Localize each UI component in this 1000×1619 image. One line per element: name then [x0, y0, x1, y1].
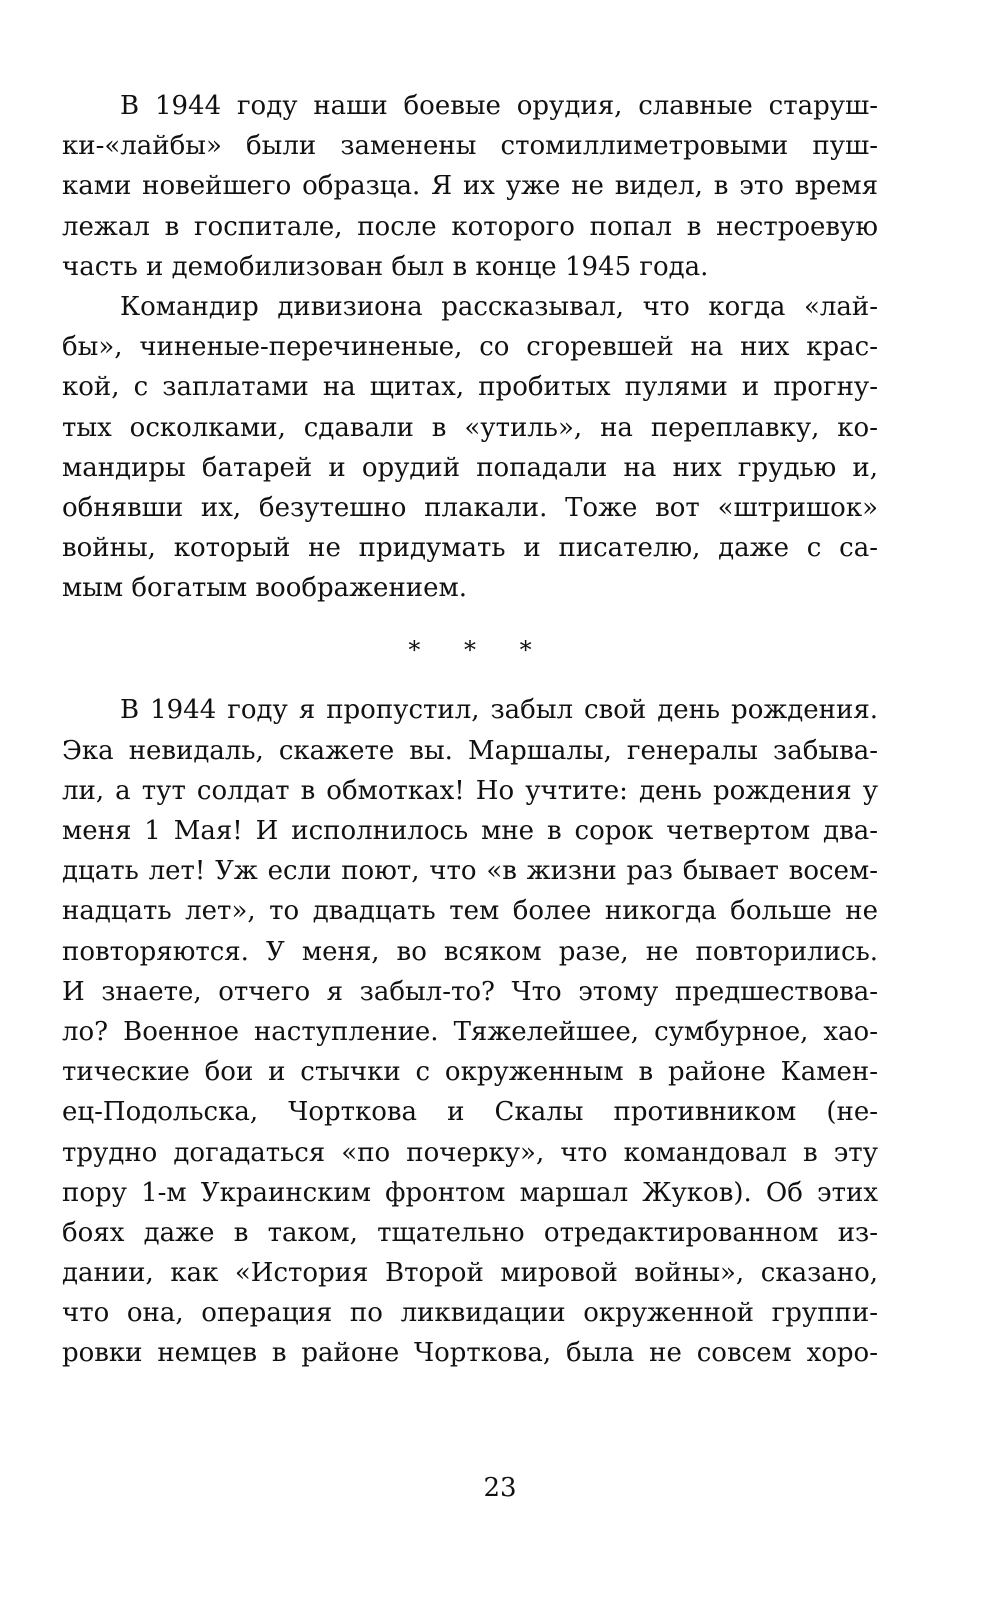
text-line: бы», чиненые-перечиненые, со сгоревшей на них крас-: [62, 332, 878, 363]
text-line: мым богатым воображением.: [62, 573, 467, 604]
text-line: ец-Подольска, Чорткова и Скалы противником (не-: [62, 1097, 878, 1128]
text-line: лежал в госпитале, после которого попал в нестроевую: [62, 211, 878, 242]
text-line: ло? Военное наступление. Тяжелейшее, сумбурное, хао-: [62, 1016, 878, 1047]
page-number: 23: [483, 1473, 517, 1503]
text-line: часть и демобилизован был в конце 1945 года.: [62, 251, 709, 282]
text-line: В 1944 году наши боевые орудия, славные старуш-: [120, 91, 878, 121]
text-line: мандиры батарей и орудий попадали на них грудью и,: [62, 452, 878, 483]
text-line: меня 1 Мая! И исполнилось мне в сорок четвертом два-: [62, 816, 878, 846]
page-body: [62, 86, 878, 1374]
text-line: войны, который не придумать и писателю, даже с са-: [62, 533, 878, 564]
text-line: ки-«лайбы» были заменены стомиллиметровыми пуш-: [62, 131, 878, 162]
text-line: боях даже в таком, тщательно отредактированном из-: [62, 1217, 878, 1248]
text-line: Командир дивизиона рассказывал, что когда «лай-: [120, 291, 878, 322]
text-line: что она, операция по ликвидации окруженной группи-: [62, 1298, 878, 1329]
text-line: повторяются. У меня, во всяком разе, не повторились.: [62, 936, 878, 967]
text-line: дцать лет! Уж если поют, что «в жизни раз бывает восем-: [62, 856, 878, 887]
text-line: тические бои и стычки с окруженным в районе Камен-: [62, 1057, 878, 1088]
text-line: дании, как «История Второй мировой войны», сказано,: [62, 1258, 878, 1289]
text-line: ровки немцев в районе Чорткова, была не совсем хоро-: [62, 1338, 878, 1369]
text-line: трудно догадаться «по почерку», что командовал в эту: [62, 1137, 878, 1168]
paragraph-3: [62, 690, 878, 1373]
text-line: пору 1-м Украинским фронтом маршал Жуков). Об этих: [62, 1177, 878, 1208]
text-line: ли, а тут солдат в обмотках! Но учтите: день рождения у: [62, 775, 878, 806]
text-line: кой, с заплатами на щитах, пробитых пулями и прогну-: [62, 372, 878, 403]
text-line: тых осколками, сдавали в «утиль», на переплавку, ко-: [62, 412, 878, 443]
section-separator: * * *: [408, 636, 550, 665]
text-line: Эка невидаль, скажете вы. Маршалы, генералы забыва-: [62, 735, 878, 766]
text-line: надцать лет», то двадцать тем более никогда больше не: [62, 896, 878, 927]
text-line: В 1944 году я пропустил, забыл свой день рождения.: [120, 695, 878, 726]
paragraph-2: [62, 287, 878, 609]
text-line: обнявши их, безутешно плакали. Тоже вот «штришок»: [62, 492, 878, 523]
text-line: ками новейшего образца. Я их уже не видел, в это время: [62, 171, 878, 202]
paragraph-1: [62, 86, 878, 287]
text-line: И знаете, отчего я забыл-то? Что этому предшествова-: [62, 976, 878, 1007]
